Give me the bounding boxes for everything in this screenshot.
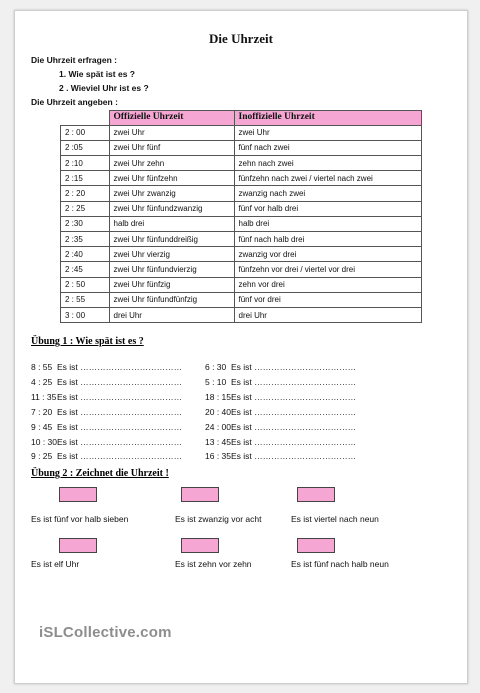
official-cell: zwei Uhr vierzig bbox=[109, 247, 234, 262]
table-header-row bbox=[61, 111, 422, 126]
unofficial-cell: halb drei bbox=[234, 216, 421, 231]
time-table bbox=[60, 110, 422, 323]
exercise1-time: 24 : 00 bbox=[205, 421, 231, 432]
worksheet-page bbox=[14, 10, 468, 684]
exercise1-item bbox=[205, 377, 356, 387]
ask-label: Die Uhrzeit erfragen : bbox=[31, 55, 117, 65]
unofficial-cell: zwanzig nach zwei bbox=[234, 186, 421, 201]
exercise1-time: 9 : 45 bbox=[31, 421, 53, 432]
official-cell: zwei Uhr fünfundfünfzig bbox=[109, 292, 234, 307]
exercise2-item: Es ist fünf nach halb neun bbox=[291, 559, 389, 569]
exercise1-item bbox=[31, 437, 182, 447]
table-row bbox=[61, 140, 422, 155]
table-row bbox=[61, 201, 422, 216]
exercise1-item bbox=[31, 392, 182, 402]
exercise2-item: Es ist zehn vor zehn bbox=[175, 559, 252, 569]
time-cell: 2 :40 bbox=[61, 247, 110, 262]
exercise2-heading: Übung 2 : Zeichnet die Uhrzeit ! bbox=[31, 468, 169, 479]
answer-box[interactable] bbox=[181, 487, 219, 502]
time-cell: 2 :45 bbox=[61, 262, 110, 277]
official-cell: halb drei bbox=[109, 216, 234, 231]
exercise1-time: 8 : 55 bbox=[31, 362, 53, 372]
exercise1-time: 16 : 35 bbox=[205, 451, 231, 462]
table-row bbox=[61, 247, 422, 262]
table-row bbox=[61, 292, 422, 307]
time-cell: 2 :10 bbox=[61, 156, 110, 171]
exercise1-prompt[interactable]: Es ist ……………………………… bbox=[57, 362, 183, 372]
exercise1-item bbox=[31, 407, 182, 417]
exercise2-item: Es ist fünf vor halb sieben bbox=[31, 514, 129, 524]
exercise1-item bbox=[31, 362, 182, 372]
unofficial-cell: fünfzehn nach zwei / viertel nach zwei bbox=[234, 171, 421, 186]
unofficial-cell: zehn vor drei bbox=[234, 277, 421, 292]
exercise1-heading: Übung 1 : Wie spät ist es ? bbox=[31, 336, 144, 347]
table-row bbox=[61, 262, 422, 277]
answer-box[interactable] bbox=[297, 538, 335, 553]
table-row bbox=[61, 232, 422, 247]
exercise2-item: Es ist zwanzig vor acht bbox=[175, 514, 262, 524]
exercise1-prompt[interactable]: Es ist ……………………………… bbox=[57, 421, 183, 432]
unofficial-cell: fünf vor halb drei bbox=[234, 201, 421, 216]
exercise1-prompt[interactable]: Es ist ……………………………… bbox=[231, 362, 357, 372]
exercise1-time: 5 : 10 bbox=[205, 376, 227, 387]
unofficial-cell: zwanzig vor drei bbox=[234, 247, 421, 262]
exercise1-prompt[interactable]: Es ist ……………………………… bbox=[231, 376, 357, 387]
time-cell: 2 :15 bbox=[61, 171, 110, 186]
exercise1-time: 13 : 45 bbox=[205, 436, 231, 447]
exercise1-item bbox=[31, 422, 182, 432]
table-header-empty bbox=[61, 111, 110, 126]
table-row bbox=[61, 186, 422, 201]
official-cell: zwei Uhr zwanzig bbox=[109, 186, 234, 201]
table-row bbox=[61, 171, 422, 186]
time-cell: 2 : 55 bbox=[61, 292, 110, 307]
exercise1-time: 10 : 30 bbox=[31, 436, 57, 447]
question-2: 2 . Wieviel Uhr ist es ? bbox=[59, 83, 149, 93]
time-cell: 2 :35 bbox=[61, 232, 110, 247]
time-cell: 2 : 50 bbox=[61, 277, 110, 292]
exercise1-item bbox=[205, 407, 356, 417]
answer-box[interactable] bbox=[181, 538, 219, 553]
page-title: Die Uhrzeit bbox=[209, 31, 273, 46]
table-row bbox=[61, 307, 422, 322]
table-row bbox=[61, 125, 422, 140]
exercise1-time: 11 : 35 bbox=[31, 391, 57, 402]
time-cell: 2 : 20 bbox=[61, 186, 110, 201]
exercise1-prompt[interactable]: Es ist ……………………………… bbox=[231, 421, 357, 432]
unofficial-cell: zehn nach zwei bbox=[234, 156, 421, 171]
watermark-logo: iSLCollective.com bbox=[39, 624, 172, 641]
time-cell: 3 : 00 bbox=[61, 307, 110, 322]
official-cell: zwei Uhr fünfzehn bbox=[109, 171, 234, 186]
unofficial-cell: fünf nach zwei bbox=[234, 140, 421, 155]
official-cell: zwei Uhr fünfunddreißig bbox=[109, 232, 234, 247]
official-cell: zwei Uhr fünfundzwanzig bbox=[109, 201, 234, 216]
exercise1-prompt[interactable]: Es ist ……………………………… bbox=[231, 436, 357, 447]
table-header-unofficial: Inoffizielle Uhrzeit bbox=[234, 111, 421, 126]
exercise1-prompt[interactable]: Es ist ……………………………… bbox=[57, 406, 183, 417]
official-cell: zwei Uhr fünfundvierzig bbox=[109, 262, 234, 277]
unofficial-cell: drei Uhr bbox=[234, 307, 421, 322]
exercise1-time: 4 : 25 bbox=[31, 376, 53, 387]
exercise1-item bbox=[205, 422, 356, 432]
answer-box[interactable] bbox=[59, 538, 97, 553]
unofficial-cell: fünf nach halb drei bbox=[234, 232, 421, 247]
exercise1-item bbox=[205, 451, 356, 461]
official-cell: zwei Uhr fünfzig bbox=[109, 277, 234, 292]
exercise1-time: 9 : 25 bbox=[31, 451, 53, 462]
question-1: 1. Wie spät ist es ? bbox=[59, 69, 135, 79]
unofficial-cell: fünf vor drei bbox=[234, 292, 421, 307]
exercise1-prompt[interactable]: Es ist ……………………………… bbox=[231, 391, 357, 402]
exercise1-time: 20 : 40 bbox=[205, 406, 231, 417]
exercise1-prompt[interactable]: Es ist ……………………………… bbox=[57, 376, 183, 387]
official-cell: zwei Uhr fünf bbox=[109, 140, 234, 155]
unofficial-cell: zwei Uhr bbox=[234, 125, 421, 140]
exercise1-prompt[interactable]: Es ist ……………………………… bbox=[57, 436, 183, 447]
exercise1-item bbox=[205, 437, 356, 447]
exercise1-prompt[interactable]: Es ist ……………………………… bbox=[57, 391, 183, 402]
answer-box[interactable] bbox=[297, 487, 335, 502]
exercise2-item: Es ist viertel nach neun bbox=[291, 514, 379, 524]
exercise1-item bbox=[31, 451, 182, 461]
exercise1-prompt[interactable]: Es ist ……………………………… bbox=[57, 451, 183, 462]
table-row bbox=[61, 156, 422, 171]
official-cell: drei Uhr bbox=[109, 307, 234, 322]
official-cell: zwei Uhr zehn bbox=[109, 156, 234, 171]
table-row bbox=[61, 216, 422, 231]
unofficial-cell: fünfzehn vor drei / viertel vor drei bbox=[234, 262, 421, 277]
official-cell: zwei Uhr bbox=[109, 125, 234, 140]
exercise1-item bbox=[205, 362, 356, 372]
exercise2-item: Es ist elf Uhr bbox=[31, 559, 80, 569]
tell-label: Die Uhrzeit angeben : bbox=[31, 97, 118, 107]
time-cell: 2 :30 bbox=[61, 216, 110, 231]
table-row bbox=[61, 277, 422, 292]
exercise1-time: 6 : 30 bbox=[205, 362, 227, 372]
exercise1-time: 7 : 20 bbox=[31, 406, 53, 417]
time-cell: 2 : 00 bbox=[61, 125, 110, 140]
exercise1-item bbox=[205, 392, 356, 402]
time-cell: 2 :05 bbox=[61, 140, 110, 155]
exercise1-prompt[interactable]: Es ist ……………………………… bbox=[231, 451, 357, 462]
exercise1-prompt[interactable]: Es ist ……………………………… bbox=[231, 406, 357, 417]
answer-box[interactable] bbox=[59, 487, 97, 502]
time-cell: 2 : 25 bbox=[61, 201, 110, 216]
exercise1-time: 18 : 15 bbox=[205, 391, 231, 402]
exercise1-item bbox=[31, 377, 182, 387]
table-header-official: Offizielle Uhrzeit bbox=[109, 111, 234, 126]
